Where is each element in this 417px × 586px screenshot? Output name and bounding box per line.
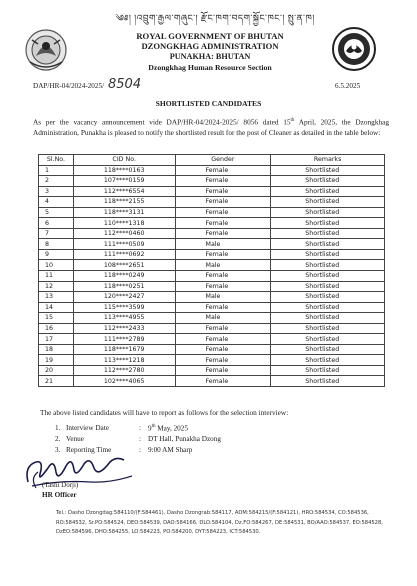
cell-sl-no: 7 xyxy=(39,228,74,239)
detail-colon: : xyxy=(139,435,141,443)
interview-day: 9 xyxy=(148,424,152,433)
detail-value-interview-date xyxy=(148,424,188,432)
cell-sl-no: 1 xyxy=(39,165,74,176)
cell-sl-no: 9 xyxy=(39,249,74,260)
table-row xyxy=(39,218,385,229)
signature-icon xyxy=(20,448,140,498)
header-gender: Gender xyxy=(175,155,271,166)
cell-gender: Female xyxy=(175,334,271,345)
interview-month-year: May, 2025 xyxy=(155,424,188,433)
org-section-name: Dzongkhag Human Resource Section xyxy=(148,63,272,72)
cell-sl-no: 4 xyxy=(39,197,74,208)
table-row xyxy=(39,323,385,334)
table-row xyxy=(39,207,385,218)
cell-remarks: Shortlisted xyxy=(271,281,385,292)
intro-text-b: April, 2025, the Dzongkhag Administration, Punakha is pleased to notify the shortlisted result for the post of Cleaner as detailed in the table below: xyxy=(33,117,390,137)
detail-number: 2. xyxy=(55,435,61,443)
cell-gender: Male xyxy=(175,260,271,271)
page-title: SHORTLISTED CANDIDATES xyxy=(155,99,262,108)
table-row xyxy=(39,334,385,345)
table-header-row xyxy=(39,155,385,166)
letter-date: 6.5.2025 xyxy=(335,82,361,90)
cell-sl-no: 15 xyxy=(39,313,74,324)
table-row xyxy=(39,365,385,376)
shortlist-table xyxy=(38,154,385,387)
cell-cid-no: 111****2789 xyxy=(73,334,175,345)
cell-cid-no: 118****0163 xyxy=(73,165,175,176)
cell-remarks: Shortlisted xyxy=(271,218,385,229)
cell-remarks: Shortlisted xyxy=(271,365,385,376)
cell-gender: Female xyxy=(175,249,271,260)
cell-gender: Male xyxy=(175,292,271,303)
header-cid-no: CID No. xyxy=(73,155,175,166)
detail-value-reporting-time: 9:00 AM Sharp xyxy=(148,446,193,454)
cell-cid-no: 120****2427 xyxy=(73,292,175,303)
table-row xyxy=(39,355,385,366)
header-remarks: Remarks xyxy=(271,155,385,166)
detail-value-venue: DT Hall, Punakha Dzong xyxy=(148,435,221,443)
cell-remarks: Shortlisted xyxy=(271,271,385,282)
cell-remarks: Shortlisted xyxy=(271,260,385,271)
signatory-role: HR Officer xyxy=(42,491,77,499)
table-row xyxy=(39,302,385,313)
cell-gender: Female xyxy=(175,207,271,218)
cell-remarks: Shortlisted xyxy=(271,302,385,313)
footer-contacts: Tel.: Dasho Dzongdag:584110/(F:584461), Dasho Dzongrab:584117, ADM:584215/(F:584121), HRO:584534, CO:584536, RO:584532, Sr.PO:584524, DEO:584539, DAO:584166, DLO:584104, Dz.FO:584267, DE:584531, BO/AAO:584537, EO:584528, DzEO:584596, DHO:584255, LO:584223, PO:584200, DYT:584223, ICT:584530. xyxy=(56,510,383,536)
cell-remarks: Shortlisted xyxy=(271,207,385,218)
interview-intro: The above listed candidates will have to report as follows for the selection interview: xyxy=(40,408,289,417)
table-row xyxy=(39,376,385,387)
reference-number: DAP/HR-04/2024-2025/ xyxy=(33,82,105,90)
cell-gender: Female xyxy=(175,323,271,334)
cell-sl-no: 21 xyxy=(39,376,74,387)
table-row xyxy=(39,313,385,324)
org-name-line3: PUNAKHA: BHUTAN xyxy=(169,52,251,61)
cell-cid-no: 102****4065 xyxy=(73,376,175,387)
intro-paragraph xyxy=(33,116,389,138)
cell-gender: Male xyxy=(175,239,271,250)
cell-cid-no: 113****1218 xyxy=(73,355,175,366)
cell-cid-no: 118****1679 xyxy=(73,344,175,355)
intro-text-a: As per the vacancy announcement vide DAP/HR-04/2024-2025/ 8056 dated 15 xyxy=(33,117,291,127)
cell-gender: Male xyxy=(175,313,271,324)
cell-sl-no: 14 xyxy=(39,302,74,313)
cell-remarks: Shortlisted xyxy=(271,355,385,366)
detail-label-reporting-time: Reporting Time xyxy=(66,446,112,454)
table-row xyxy=(39,165,385,176)
cell-cid-no: 111****0692 xyxy=(73,249,175,260)
cell-remarks: Shortlisted xyxy=(271,239,385,250)
intro-superscript: th xyxy=(290,118,295,123)
cell-remarks: Shortlisted xyxy=(271,292,385,303)
cell-sl-no: 6 xyxy=(39,218,74,229)
cell-remarks: Shortlisted xyxy=(271,313,385,324)
cell-remarks: Shortlisted xyxy=(271,176,385,187)
cell-remarks: Shortlisted xyxy=(271,344,385,355)
royal-emblem-icon xyxy=(22,26,70,74)
detail-colon: : xyxy=(139,424,141,432)
org-name-line2: DZONGKHAG ADMINISTRATION xyxy=(141,41,279,51)
cell-remarks: Shortlisted xyxy=(271,323,385,334)
cell-gender: Female xyxy=(175,176,271,187)
cell-sl-no: 18 xyxy=(39,344,74,355)
cell-sl-no: 8 xyxy=(39,239,74,250)
org-name-line1: ROYAL GOVERNMENT OF BHUTAN xyxy=(136,31,284,41)
table-row xyxy=(39,292,385,303)
cell-cid-no: 112****2780 xyxy=(73,365,175,376)
cell-cid-no: 111****0509 xyxy=(73,239,175,250)
dzongkha-header: ༄༅། །འབྲུག་རྒྱལ་གཞུང་། རྫོང་ཁག་བདག་སྐྱོང་ཁང་། སྤུ་ན་ཁ། xyxy=(115,13,315,23)
table-row xyxy=(39,281,385,292)
cell-cid-no: 108****2651 xyxy=(73,260,175,271)
cell-cid-no: 118****3131 xyxy=(73,207,175,218)
cell-gender: Female xyxy=(175,376,271,387)
cell-cid-no: 107****0159 xyxy=(73,176,175,187)
cell-sl-no: 16 xyxy=(39,323,74,334)
cell-remarks: Shortlisted xyxy=(271,186,385,197)
table-row xyxy=(39,260,385,271)
signatory-name: (Tashi Dorji) xyxy=(42,481,79,489)
cell-gender: Female xyxy=(175,165,271,176)
cell-remarks: Shortlisted xyxy=(271,249,385,260)
cell-sl-no: 11 xyxy=(39,271,74,282)
table-row xyxy=(39,271,385,282)
table-row xyxy=(39,344,385,355)
cell-remarks: Shortlisted xyxy=(271,165,385,176)
cell-remarks: Shortlisted xyxy=(271,228,385,239)
cell-sl-no: 3 xyxy=(39,186,74,197)
reference-handwritten-number: 8504 xyxy=(108,77,142,92)
cell-gender: Female xyxy=(175,365,271,376)
header-sl-no: Sl.No. xyxy=(39,155,74,166)
cell-sl-no: 17 xyxy=(39,334,74,345)
cell-sl-no: 19 xyxy=(39,355,74,366)
cell-cid-no: 112****6554 xyxy=(73,186,175,197)
interview-day-sup: th xyxy=(151,424,156,429)
detail-number: 3. xyxy=(55,446,61,454)
cell-gender: Female xyxy=(175,281,271,292)
cell-cid-no: 112****0460 xyxy=(73,228,175,239)
cell-remarks: Shortlisted xyxy=(271,376,385,387)
cell-gender: Female xyxy=(175,271,271,282)
cell-gender: Female xyxy=(175,186,271,197)
detail-number: 1. xyxy=(55,424,61,432)
table-row xyxy=(39,249,385,260)
cell-cid-no: 115****3599 xyxy=(73,302,175,313)
cell-gender: Female xyxy=(175,355,271,366)
cell-gender: Female xyxy=(175,197,271,208)
cell-gender: Female xyxy=(175,344,271,355)
cell-sl-no: 5 xyxy=(39,207,74,218)
cell-gender: Female xyxy=(175,218,271,229)
cell-gender: Female xyxy=(175,302,271,313)
dzongkhag-logo-icon xyxy=(330,25,378,73)
cell-gender: Female xyxy=(175,228,271,239)
cell-cid-no: 113****4955 xyxy=(73,313,175,324)
cell-sl-no: 10 xyxy=(39,260,74,271)
cell-sl-no: 2 xyxy=(39,176,74,187)
detail-label-interview-date: Interview Date xyxy=(66,424,109,432)
table-row xyxy=(39,197,385,208)
table-row xyxy=(39,186,385,197)
cell-cid-no: 118****2155 xyxy=(73,197,175,208)
table-row xyxy=(39,239,385,250)
table-row xyxy=(39,176,385,187)
cell-sl-no: 20 xyxy=(39,365,74,376)
detail-label-venue: Venue xyxy=(66,435,84,443)
table-row xyxy=(39,228,385,239)
cell-cid-no: 118****0251 xyxy=(73,281,175,292)
cell-remarks: Shortlisted xyxy=(271,334,385,345)
cell-sl-no: 13 xyxy=(39,292,74,303)
cell-cid-no: 112****2433 xyxy=(73,323,175,334)
detail-colon: : xyxy=(139,446,141,454)
cell-sl-no: 12 xyxy=(39,281,74,292)
cell-cid-no: 110****1318 xyxy=(73,218,175,229)
cell-remarks: Shortlisted xyxy=(271,197,385,208)
cell-cid-no: 118****0249 xyxy=(73,271,175,282)
